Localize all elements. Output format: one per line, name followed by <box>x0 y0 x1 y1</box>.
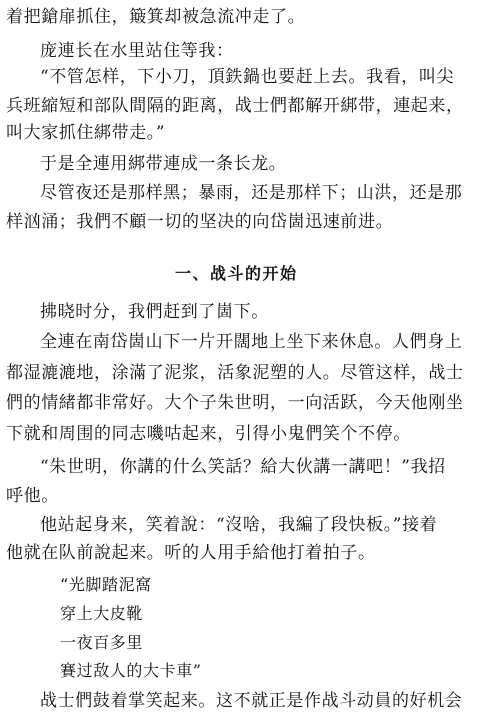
text-line: 庞連长在水里站住等我： <box>40 41 234 61</box>
text-line: 战士們鼓着掌笑起来。这不就正是作战斗动員的好机会 <box>40 691 463 711</box>
poem-line: 賽过敌人的大卡車” <box>60 661 202 680</box>
text-line: “不管怎样，下小刀，頂鉄鍋也要赶上去。我看，叫尖 <box>40 67 455 87</box>
text-line: 兵班縮短和部队間隔的距离，战士們都解开綁带，連起来， <box>6 96 464 116</box>
text-line: 拂晓时分，我們赶到了崮下。 <box>40 302 269 322</box>
text-line: 們的情緒都非常好。大个子朱世明，一向活跃，今天他刚坐 <box>6 393 464 413</box>
text-line: 都湿漉漉地，涂滿了泥浆，活象泥塑的人。尽管这样，战士 <box>6 363 464 383</box>
poem-line: “光脚踏泥窩 <box>60 575 152 594</box>
text-line: 他站起身来，笑着說：“沒啥，我編了段快板。”接着 <box>40 515 438 535</box>
text-line: 尽管夜还是那样黑；暴雨，还是那样下；山洪，还是那 <box>40 183 463 203</box>
text-line: “朱世明，你講的什么笑話？給大伙講一講吧！”我招 <box>40 457 446 477</box>
text-line: 样汹涌；我們不顧一切的坚决的向岱崮迅速前进。 <box>6 212 394 232</box>
section-heading: 一、战斗的开始 <box>175 264 298 283</box>
text-line: 全連在南岱崮山下一片开闊地上坐下来休息。人們身上 <box>40 332 463 352</box>
poem-line: 一夜百多里 <box>60 633 144 652</box>
text-line: 下就和周围的同志嘰咕起来，引得小鬼們笑个不停。 <box>6 424 411 444</box>
poem-line: 穿上大皮靴 <box>60 604 144 623</box>
text-line: 于是全連用綁带連成一条长龙。 <box>40 154 287 174</box>
text-line: 着把鎗扉抓住，簸箕却被急流冲走了。 <box>6 7 306 27</box>
text-line: 叫大家抓住綁带走。” <box>6 123 166 143</box>
text-line: 呼他。 <box>6 486 59 506</box>
text-line: 他就在队前說起来。听的人用手給他打着拍子。 <box>6 543 376 563</box>
